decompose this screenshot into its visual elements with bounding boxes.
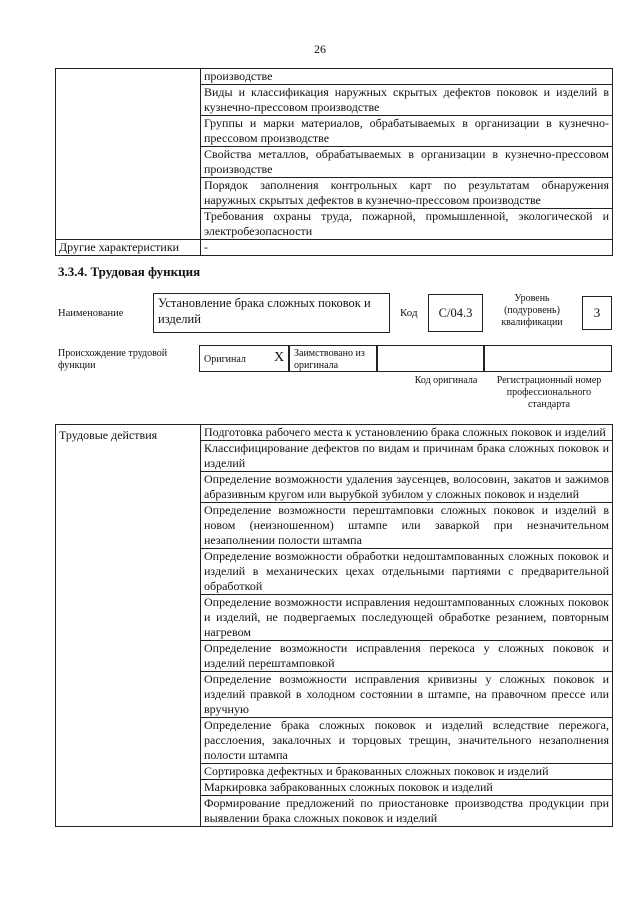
code-label: Код [400, 307, 418, 319]
table-row [56, 69, 613, 85]
reg-number-caption: Регистрационный номер профессионального стандарта [496, 375, 602, 410]
code-value: С/04.3 [428, 294, 483, 332]
level-value: 3 [582, 296, 612, 330]
table-cell: Требования охраны труда, пожарной, промышленной, экологической и электробезопасности [201, 209, 613, 240]
name-label: Наименование [58, 308, 124, 319]
original-mark: X [274, 350, 285, 365]
original-label: Оригинал [204, 354, 246, 365]
actions-table [55, 424, 613, 827]
section-title: 3.3.4. Трудовая функция [58, 264, 201, 279]
table-row [56, 425, 613, 441]
table-cell: Группы и марки материалов, обрабатываемых в организации в кузнечно-прессовом производстве [201, 116, 613, 147]
reg-number-cell [484, 345, 612, 372]
table-cell: Порядок заполнения контрольных карт по результатам обнаружения наружных скрытых дефектов в кузнечно-прессовом производстве [201, 178, 613, 209]
action-item: Подготовка рабочего места к установлению брака сложных поковок и изделий [201, 425, 613, 441]
action-item: Классифицирование дефектов по видам и причинам брака сложных поковок и изделий [201, 441, 613, 472]
actions-label: Трудовые действия [56, 425, 201, 827]
borrowed-cell [289, 345, 377, 372]
action-item: Определение возможности удаления заусенцев, волосовин, закатов и зажимов абразивным кругом или вырубкой зубилом у сложных поковок и изделий [201, 472, 613, 503]
function-name-value: Установление брака сложных поковок и изделий [153, 293, 390, 333]
action-item: Сортировка дефектных и бракованных сложных поковок и изделий [201, 764, 613, 780]
level-label: Уровень (подуровень) квалификации [501, 293, 563, 328]
action-item: Определение возможности исправления кривизны у сложных поковок и изделий правкой в холодном состоянии в штампе, на правочном прессе или вручную [201, 672, 613, 718]
knowledge-table [55, 68, 613, 256]
action-item: Маркировка забракованных сложных поковок и изделий [201, 780, 613, 796]
table-cell: Виды и классификация наружных скрытых дефектов поковок и изделий в кузнечно-прессовом производстве [201, 85, 613, 116]
other-characteristics-label: Другие характеристики [56, 240, 201, 256]
action-item: Формирование предложений по приостановке производства продукции при выявлении брака сложных поковок и изделий [201, 796, 613, 827]
action-item: Определение возможности исправления недоштампованных сложных поковок и изделий, не подвергаемых последующей обработке резанием, повторным нагревом [201, 595, 613, 641]
table-cell: Свойства металлов, обрабатываемых в организации в кузнечно-прессовом производстве [201, 147, 613, 178]
action-item: Определение возможности исправления перекоса у сложных поковок и изделий перештамповкой [201, 641, 613, 672]
action-item: Определение возможности перештамповки сложных поковок и изделий в новом (неизношенном) штампе или заваркой при незначительном незаполнении полости штампа [201, 503, 613, 549]
other-characteristics-value: - [201, 240, 613, 256]
origin-label: Происхождение трудовой функции [58, 348, 168, 371]
original-cell [199, 345, 289, 372]
action-item: Определение брака сложных поковок и изделий вследствие пережога, расслоения, закалочных и торцовых трещин, значительного незаполнения полости штампа [201, 718, 613, 764]
table-cell: производстве [201, 69, 613, 85]
borrowed-label: Заимствовано из оригинала [294, 348, 365, 371]
origin-code-caption: Код оригинала [414, 375, 478, 386]
page-number: 26 [314, 42, 326, 56]
table-row [56, 240, 613, 256]
action-item: Определение возможности обработки недоштампованных сложных поковок и изделий в механических цехах отдельными партиями с предварительной обработкой [201, 549, 613, 595]
origin-code-cell [377, 345, 484, 372]
table-label-cell [56, 69, 201, 240]
